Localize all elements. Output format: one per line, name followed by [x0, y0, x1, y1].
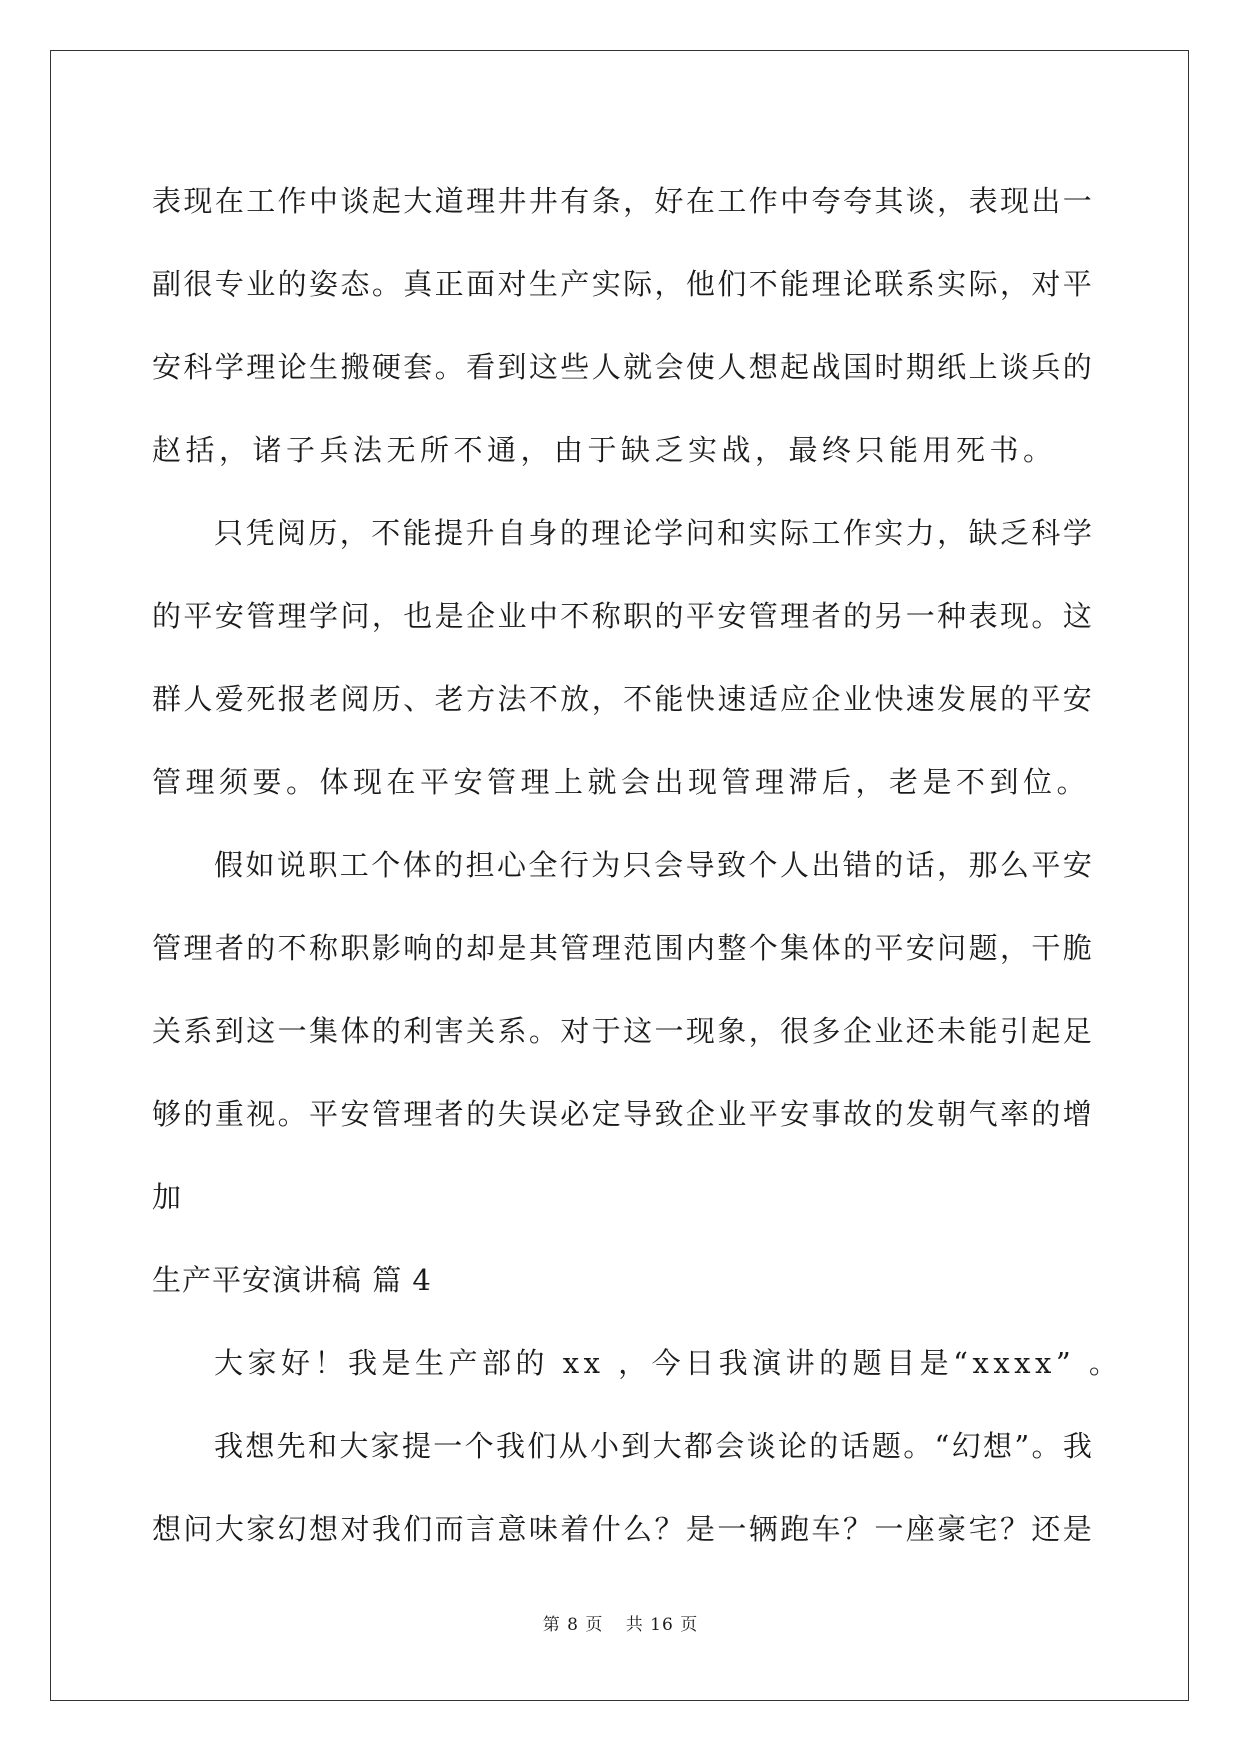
page-footer [0, 1610, 1241, 1635]
text-line: 假 如 说 职 工 个 体 的 担 心 全 行 为 只 会 导 致 个 人 出 错 的 话 ， 那 么 平 安 [214, 848, 1092, 882]
text-line: 表 现 在 工 作 中 谈 起 大 道 理 井 井 有 条 ， 好 在 工 作 中 夸 夸 其 谈 ， 表 现 出 一 [152, 184, 1092, 218]
text-line: 群 人 爱 死 报 老 阅 历 、 老 方 法 不 放 ， 不 能 快 速 适 应 企 业 快 速 发 展 的 平 安 [152, 682, 1092, 716]
text-line: 我 想 先 和 大 家 提 一 个 我 们 从 小 到 大 都 会 谈 论 的 话 题 。 “ 幻 想 ” 。 我 [214, 1429, 1092, 1463]
text-line: 管理须要。体现在平安管理上就会出现管理滞后，老是不到位。 [152, 765, 1091, 799]
text-line: 安 科 学 理 论 生 搬 硬 套 。 看 到 这 些 人 就 会 使 人 想 起 战 国 时 期 纸 上 谈 兵 的 [152, 350, 1092, 384]
text-line: 副 很 专 业 的 姿 态 。 真 正 面 对 生 产 实 际 ， 他 们 不 能 理 论 联 系 实 际 ， 对 平 [152, 267, 1092, 301]
paragraph-group-2 [152, 1322, 1123, 1571]
section-heading: 生产平安演讲稿 篇 4 [152, 1263, 432, 1297]
paragraph-group-1 [152, 160, 1092, 1239]
text-line: 只 凭 阅 历 ， 不 能 提 升 自 身 的 理 论 学 问 和 实 际 工 作 实 力 ， 缺 乏 科 学 [214, 516, 1092, 550]
text-line: 管 理 者 的 不 称 职 影 响 的 却 是 其 管 理 范 围 内 整 个 集 体 的 平 安 问 题 ， 干 脆 [152, 931, 1092, 965]
page-number: 第 8 页 [542, 1615, 604, 1635]
document-body [152, 160, 1123, 1571]
text-line: 加 [152, 1180, 186, 1214]
text-line: 赵括，诸子兵法无所不通，由于缺乏实战，最终只能用死书。 [152, 433, 1057, 467]
text-line: 大家好！我是生产部的 xx ，今日我演讲的题目是“xxxx” 。 [214, 1346, 1123, 1380]
text-line: 关 系 到 这 一 集 体 的 利 害 关 系 。 对 于 这 一 现 象 ， 很 多 企 业 还 未 能 引 起 足 [152, 1014, 1092, 1048]
page-total: 共 16 页 [625, 1615, 699, 1635]
text-line: 够 的 重 视 。 平 安 管 理 者 的 失 误 必 定 导 致 企 业 平 安 事 故 的 发 朝 气 率 的 增 [152, 1097, 1092, 1131]
text-line: 想 问 大 家 幻 想 对 我 们 而 言 意 味 着 什 么 ？ 是 一 辆 跑 车 ？ 一 座 豪 宅 ？ 还 是 [152, 1512, 1092, 1546]
text-line: 的 平 安 管 理 学 问 ， 也 是 企 业 中 不 称 职 的 平 安 管 理 者 的 另 一 种 表 现 。 这 [152, 599, 1092, 633]
